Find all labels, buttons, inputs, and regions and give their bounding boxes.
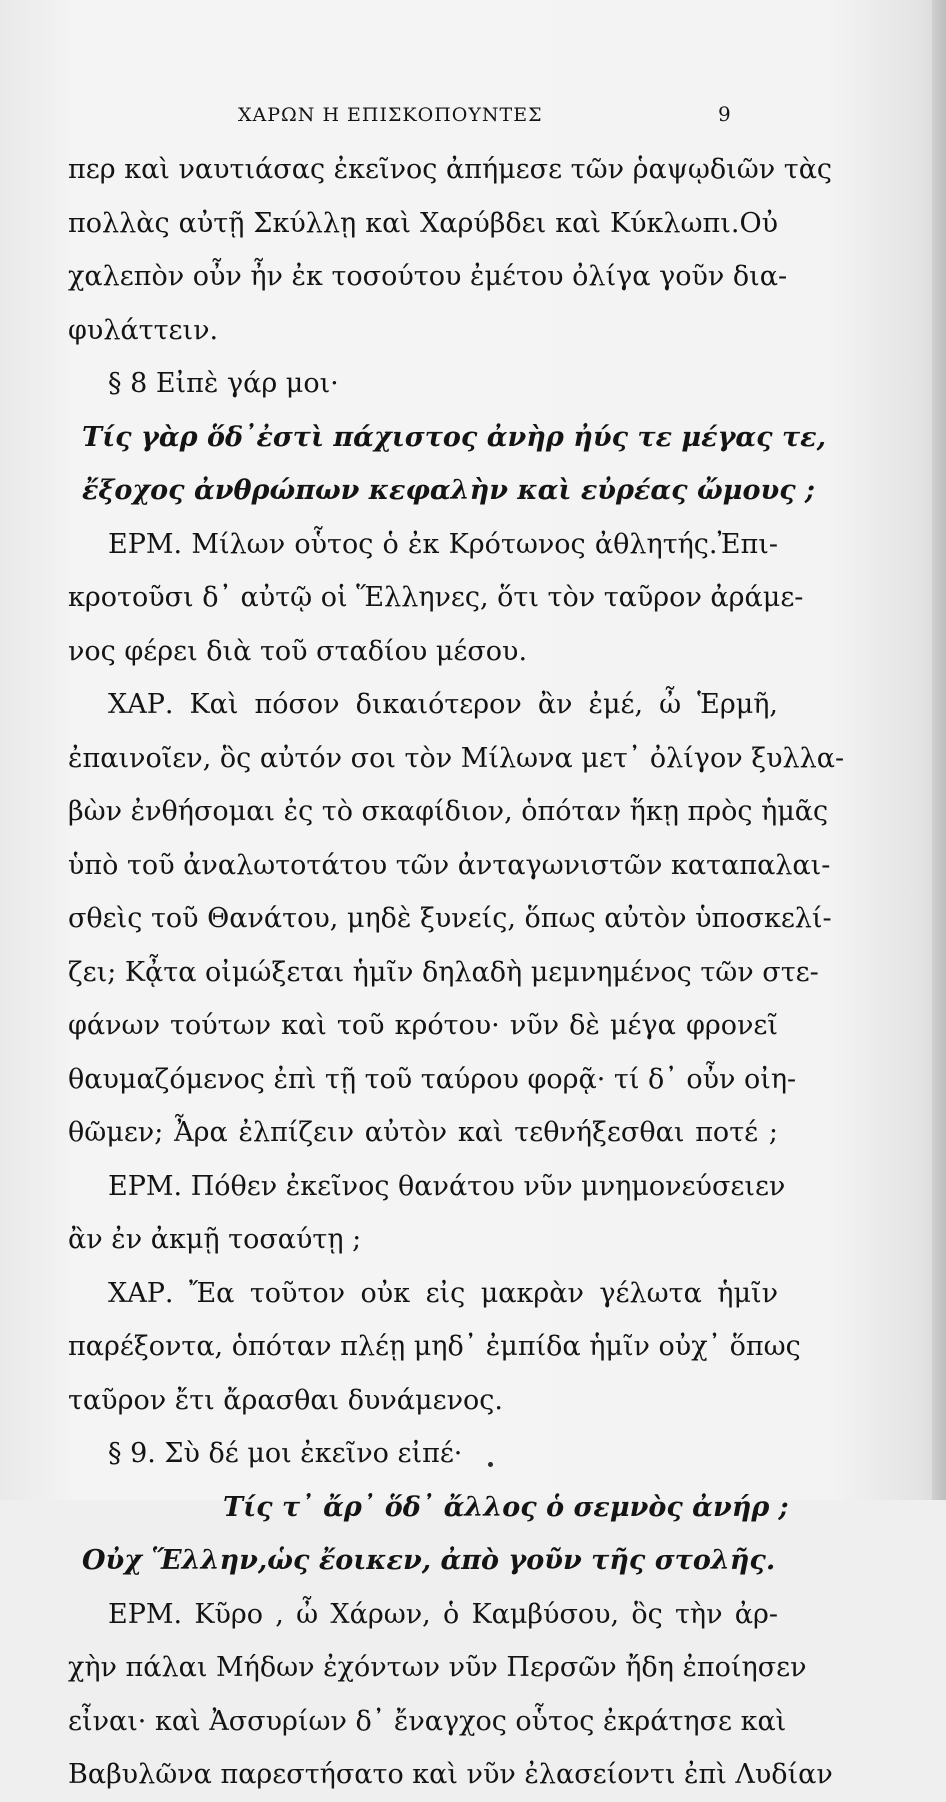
text-line: περ καὶ ναυτιάσας ἐκεῖνος ἀπήμεσε τῶν ῥαψῳδιῶν τὰς	[68, 154, 833, 185]
dialogue-line: ΧΑΡ. Καὶ πόσον δικαιότερον ἂν ἐμέ, ὦ Ἑρμῆ,	[108, 689, 778, 720]
section-line: § 9. Σὺ δέ μοι ἐκεῖνο εἰπέ·	[108, 1438, 463, 1469]
text-line: φυλάττειν.	[68, 314, 219, 346]
text-line: θαυμαζόμενος ἐπὶ τῇ τοῦ ταύρου φορᾷ· τί δ᾽ οὖν οἰη-	[68, 1063, 797, 1095]
verse-line: Οὐχ Ἕλλην,ὡς ἔοικεν, ἀπὸ γοῦν τῆς στολῆς.	[82, 1545, 776, 1576]
dialogue-line: ΧΑΡ. Ἔα τοῦτον οὐκ εἰς μακρὰν γέλωτα ἡμῖν	[108, 1277, 778, 1309]
page-edge	[932, 0, 946, 1500]
text-line: ζει; Κᾆτα οἰμώξεται ἡμῖν δηλαδὴ μεμνημένος τῶν στε-	[68, 956, 819, 988]
dialogue-line: ΕΡΜ. Κῦρο , ὦ Χάρων, ὁ Καμβύσου, ὃς τὴν ἀρ-	[108, 1598, 778, 1630]
text-line: κροτοῦσι δ᾽ αὐτῷ οἱ Ἕλληνες, ὅτι τὸν ταῦρον ἀράμε-	[68, 582, 804, 613]
text-line: παρέξοντα, ὁπόταν πλέῃ μηδ᾽ ἐμπίδα ἡμῖν οὐχ᾽ ὅπως	[68, 1331, 801, 1362]
verse-line: ἔξοχος ἀνθρώπων κεφαλὴν καὶ εὐρέας ὤμους ;	[82, 475, 815, 506]
text-line: εἶναι· καὶ Ἀσσυρίων δ᾽ ἔναγχος οὗτος ἐκράτησε καὶ	[68, 1705, 787, 1737]
text-line: ἂν ἐν ἀκμῇ τοσαύτῃ ;	[68, 1224, 362, 1255]
text-line: φάνων τούτων καὶ τοῦ κρότου· νῦν δὲ μέγα φρονεῖ	[68, 1010, 778, 1041]
text-line: ἐπαινοῖεν, ὃς αὐτόν σοι τὸν Μίλωνα μετ᾽ ὀλίγον ξυλλα-	[68, 742, 845, 774]
text-line: βὼν ἐνθήσομαι ἐς τὸ σκαφίδιον, ὁπόταν ἥκῃ πρὸς ἡμᾶς	[68, 796, 829, 827]
body-text	[68, 143, 845, 1802]
text-line: χὴν πάλαι Μήδων ἐχόντων νῦν Περσῶν ἤδη ἐποίησεν	[68, 1652, 807, 1683]
page-header	[0, 104, 946, 134]
text-line: χαλεπὸν οὖν ἦν ἐκ τοσούτου ἐμέτου ὀλίγα γοῦν δια-	[68, 261, 788, 292]
text-line: ὑπὸ τοῦ ἀναλωτοτάτου τῶν ἀνταγωνιστῶν καταπαλαι-	[68, 849, 831, 881]
verse-line: Τίς τ᾽ ἄρ᾽ ὅδ᾽ ἄλλος ὁ σεμνὸς ἀνήρ ;	[223, 1491, 789, 1523]
dialogue-line: ΕΡΜ. Πόθεν ἐκεῖνος θανάτου νῦν μνημονεύσειεν	[108, 1170, 786, 1202]
running-title: ΧΑΡΩΝ Η ΕΠΙΣΚΟΠΟΥΝΤΕΣ	[238, 104, 543, 126]
section-line: § 8 Εἰπὲ γάρ μοι·	[108, 368, 339, 399]
text-line: ταῦρον ἔτι ἄρασθαι δυνάμενος.	[68, 1384, 503, 1416]
text-line: σθεὶς τοῦ Θανάτου, μηδὲ ξυνείς, ὅπως αὐτὸν ὑποσκελί-	[68, 903, 832, 934]
page-number: 9	[718, 102, 731, 126]
text-line: πολλὰς αὐτῇ Σκύλλῃ καὶ Χαρύβδει καὶ Κύκλωπι.Οὐ	[68, 207, 778, 239]
verse-line: Τίς γὰρ ὅδ᾽ἐστὶ πάχιστος ἀνὴρ ἠύς τε μέγας τε,	[82, 421, 826, 453]
dialogue-line: ΕΡΜ. Μίλων οὗτος ὁ ἐκ Κρότωνος ἀθλητής.Ἐπι-	[108, 528, 778, 560]
text-line: Βαβυλῶνα παρεστήσατο καὶ νῦν ἐλασείοντι ἐπὶ Λυδίαν	[68, 1759, 833, 1790]
text-line: θῶμεν; Ἆρα ἐλπίζειν αὐτὸν καὶ τεθνήξεσθαι ποτέ ;	[68, 1117, 778, 1148]
text-line: νος φέρει διὰ τοῦ σταδίου μέσου.	[68, 635, 528, 667]
ink-speck	[488, 1462, 493, 1467]
